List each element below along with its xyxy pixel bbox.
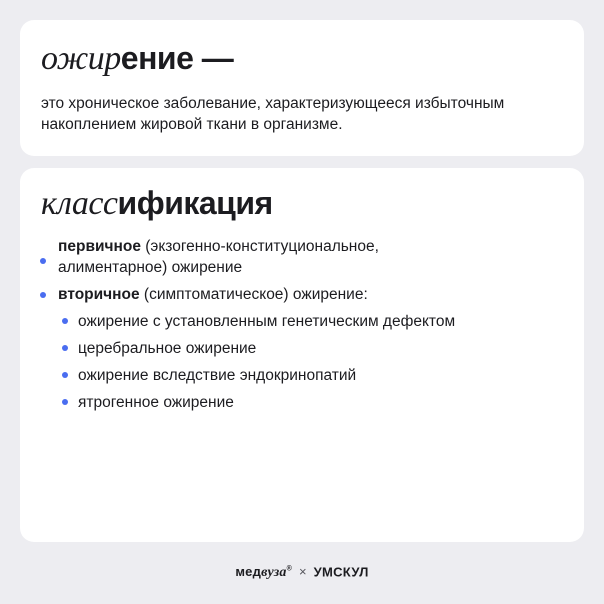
subitem-iatrogenic xyxy=(20,392,584,413)
footer-brands xyxy=(0,561,604,582)
subitem-endocrine xyxy=(20,365,584,386)
classification-list xyxy=(20,236,584,419)
classification-title-bold: ификация xyxy=(117,185,273,221)
bullet-icon xyxy=(40,292,46,298)
cross-icon: × xyxy=(298,564,307,580)
definition-title xyxy=(41,42,233,76)
bullet-icon xyxy=(62,372,68,378)
primary-text: (экзогенно-конституциональное, алиментарное) ожирение xyxy=(58,238,379,276)
subitem-text: ятрогенное ожирение xyxy=(78,394,234,411)
subitem-text: ожирение с установленным генетическим дефектом xyxy=(78,313,456,330)
classification-title-italic: класс xyxy=(41,185,118,222)
subitem-genetic xyxy=(20,311,584,332)
definition-card xyxy=(20,20,584,156)
primary-label: первичное xyxy=(58,238,141,255)
bullet-icon xyxy=(62,399,68,405)
definition-title-rest: ение — xyxy=(120,40,234,76)
bullet-icon xyxy=(62,318,68,324)
bullet-icon xyxy=(62,345,68,351)
bullet-icon xyxy=(40,258,46,264)
secondary-label: вторичное xyxy=(58,286,140,303)
brand-logo-umskul: УМСКУЛ xyxy=(313,564,369,580)
secondary-text: (симптоматическое) ожирение: xyxy=(139,286,368,303)
list-item-secondary xyxy=(20,284,488,305)
list-item-primary xyxy=(20,236,488,278)
subitem-cerebral xyxy=(20,338,584,359)
subitem-text: церебральное ожирение xyxy=(78,340,257,357)
definition-title-italic: ожир xyxy=(41,40,121,77)
classification-card xyxy=(20,168,584,542)
classification-title xyxy=(41,187,273,221)
subitem-text: ожирение вследствие эндокринопатий xyxy=(78,367,357,384)
definition-text: это хроническое заболевание, характеризующееся избыточным накоплением жировой ткани в организме. xyxy=(41,95,505,133)
brand-logo-medvuza: медвуза® xyxy=(235,564,292,581)
